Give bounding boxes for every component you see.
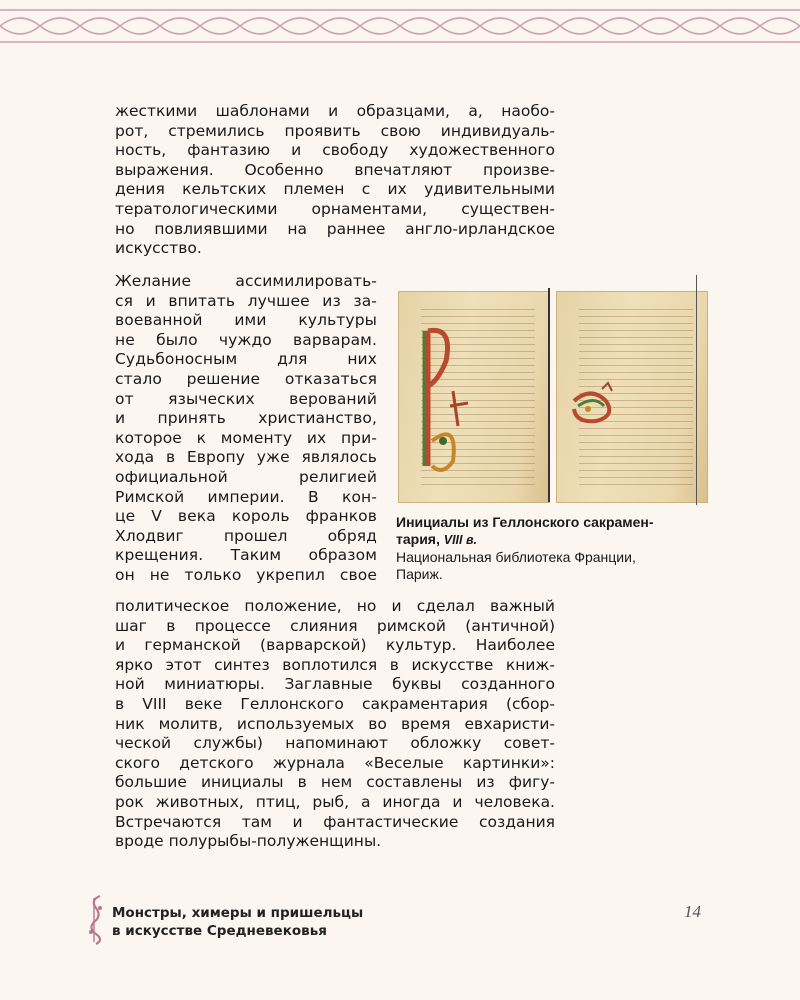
paragraph-main-narrow [115, 272, 377, 586]
text-line: которое к моменту их при- [115, 428, 377, 447]
caption-source-line: Париж. [396, 566, 443, 582]
text-line: Римской империи. В кон- [115, 487, 377, 506]
footer-ornament-icon [86, 894, 108, 946]
running-footer-title [112, 904, 432, 940]
book-spine [548, 288, 550, 502]
figure-caption [396, 514, 706, 583]
text-line: ярко этот синтез воплотился в искусстве книж- [115, 655, 555, 674]
text-line: шаг в процессе слияния римской (античной) [115, 616, 555, 635]
text-line: выражения. Особенно впечатляют произве- [115, 160, 555, 179]
text-line: Судьбоносным для них [115, 350, 377, 369]
text-line: ческой службы) напоминают обложку совет- [115, 734, 555, 753]
text-line: ского детского журнала «Веселые картинки»: [115, 753, 555, 772]
text-line: политическое положение, но и сделал важный [115, 597, 555, 615]
text-line: воеванной ими культуры [115, 311, 377, 330]
text-line: хода в Европу уже являлось [115, 448, 377, 467]
text-line: це V века король франков [115, 507, 377, 526]
text-line: большие инициалы в нем составлены из фигу- [115, 773, 555, 792]
text-line: крещения. Таким образом [115, 546, 377, 565]
paragraph-main-wide [115, 597, 555, 852]
footer-title-line: в искусстве Средневековья [112, 923, 327, 939]
text-line: ник молитв, используемых во время евхаристи- [115, 714, 555, 733]
text-line: и германской (варварской) культур. Наиболее [115, 636, 555, 655]
caption-title-line: Инициалы из Геллонского сакрамен- [396, 514, 654, 530]
text-line: Хлодвиг прошел обряд [115, 526, 377, 545]
text-line: в VIII веке Геллонского сакраментария (сбор- [115, 694, 555, 713]
text-line: не было чуждо варварам. [115, 330, 377, 349]
text-line: ность, фантазию и свободу художественного [115, 141, 555, 160]
text-line: Желание ассимилировать- [115, 272, 377, 290]
caption-title-line: тария, [396, 531, 440, 547]
text-line: рок животных, птиц, рыб, а иногда и человека. [115, 792, 555, 811]
text-line: стало решение отказаться [115, 369, 377, 388]
manuscript-page-left [398, 291, 550, 503]
text-line: Встречаются там и фантастические создания [115, 812, 555, 831]
caption-date: VIII в. [443, 533, 478, 547]
paragraph-intro [115, 102, 555, 259]
text-line: ся и впитать лучшее из за- [115, 291, 377, 310]
text-line: но повлиявшими на раннее англо-ирландское [115, 219, 555, 238]
text-line: искусство. [115, 239, 202, 258]
page-number: 14 [684, 902, 701, 921]
text-line: жесткими шаблонами и образцами, а, наобо- [115, 102, 555, 120]
text-line: ной миниатюры. Заглавные буквы созданного [115, 675, 555, 694]
text-line: рот, стремились проявить свою индивидуаль- [115, 121, 555, 140]
text-line: и принять христианство, [115, 409, 377, 428]
footer-title-line: Монстры, химеры и пришельцы [112, 905, 364, 921]
text-line: от языческих верований [115, 389, 377, 408]
illuminated-initial-left [398, 291, 550, 503]
manuscript-page-right [556, 291, 708, 503]
caption-source-line: Национальная библиотека Франции, [396, 549, 636, 565]
text-line: дения кельтских племен с их удивительными [115, 180, 555, 199]
decorative-top-border [0, 6, 800, 46]
text-line: он не только укрепил свое [115, 565, 377, 584]
book-edge-line [696, 275, 697, 505]
text-line: тератологическими орнаментами, существен- [115, 199, 555, 218]
text-line: вроде полурыбы-полуженщины. [115, 832, 382, 851]
text-line: официальной религией [115, 467, 377, 486]
illuminated-initial-right [556, 291, 708, 503]
